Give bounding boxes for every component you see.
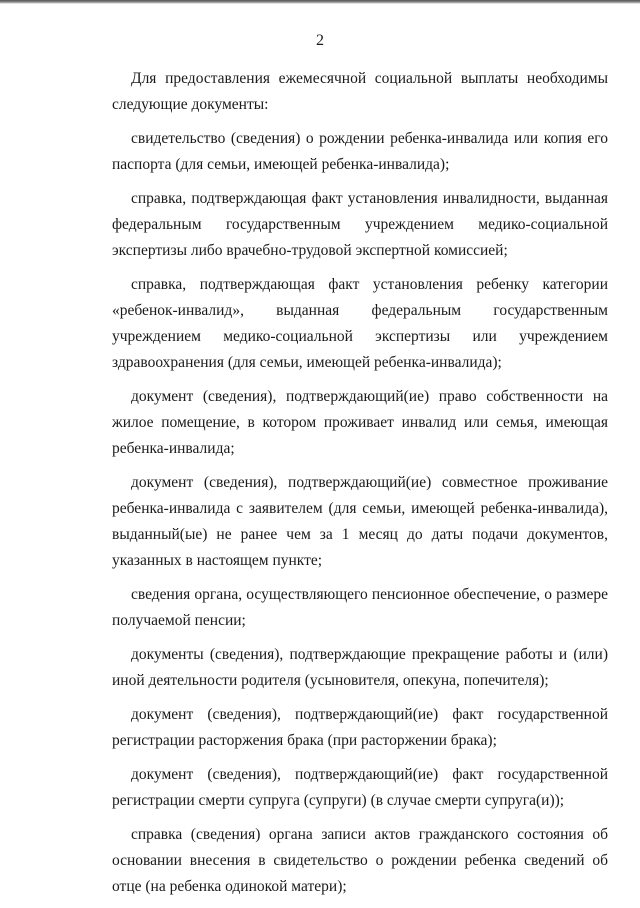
list-item-pension-information: сведения органа, осуществляющего пенсионное обеспечение, о размере получаемой пенсии; xyxy=(112,586,608,629)
list-item-disability-certificate: справка, подтверждающая факт установления инвалидности, выданная федеральным государственным учреждением медико-социальной экспертизы либо врачебно-трудовой экспертной комиссией; xyxy=(112,190,608,259)
scan-top-edge xyxy=(0,0,640,4)
page-number: 2 xyxy=(316,32,324,49)
list-item-child-disability-certificate: справка, подтверждающая факт установления ребенку категории «ребенок-инвалид», выданная федеральным государственным учреждением медико-социальной экспертизы или учреждением здравоохранения (для семьи, имеющей ребенка-инвалида); xyxy=(112,276,608,371)
list-item-property-document: документ (сведения), подтверждающий(ие) право собственности на жилое помещение, в котором проживает инвалид или семья, имеющая ребенка-инвалида; xyxy=(112,388,608,457)
document-body xyxy=(112,66,608,908)
list-item-cohabitation-document: документ (сведения), подтверждающий(ие) совместное проживание ребенка-инвалида с заявителем (для семьи, имеющей ребенка-инвалида), выданный(ые) не ранее чем за 1 месяц до даты подачи документов, указанных в настоящем пункте; xyxy=(112,474,608,569)
list-item-divorce-registration: документ (сведения), подтверждающий(ие) факт государственной регистрации расторжения брака (при расторжении брака); xyxy=(112,706,608,749)
list-item-death-registration: документ (сведения), подтверждающий(ие) факт государственной регистрации смерти супруга (супруги) (в случае смерти супруга(и)); xyxy=(112,766,608,809)
intro-paragraph: Для предоставления ежемесячной социальной выплаты необходимы следующие документы: xyxy=(112,70,608,113)
list-item-civil-registry-certificate: справка (сведения) органа записи актов гражданского состояния об основании внесения в свидетельство о рождении ребенка сведений об отце (на ребенка одинокой матери); xyxy=(112,826,608,895)
list-item-employment-termination: документы (сведения), подтверждающие прекращение работы и (или) иной деятельности родителя (усыновителя, опекуна, попечителя); xyxy=(112,646,608,689)
list-item-birth-certificate: свидетельство (сведения) о рождении ребенка-инвалида или копия его паспорта (для семьи, имеющей ребенка-инвалида); xyxy=(112,130,608,173)
